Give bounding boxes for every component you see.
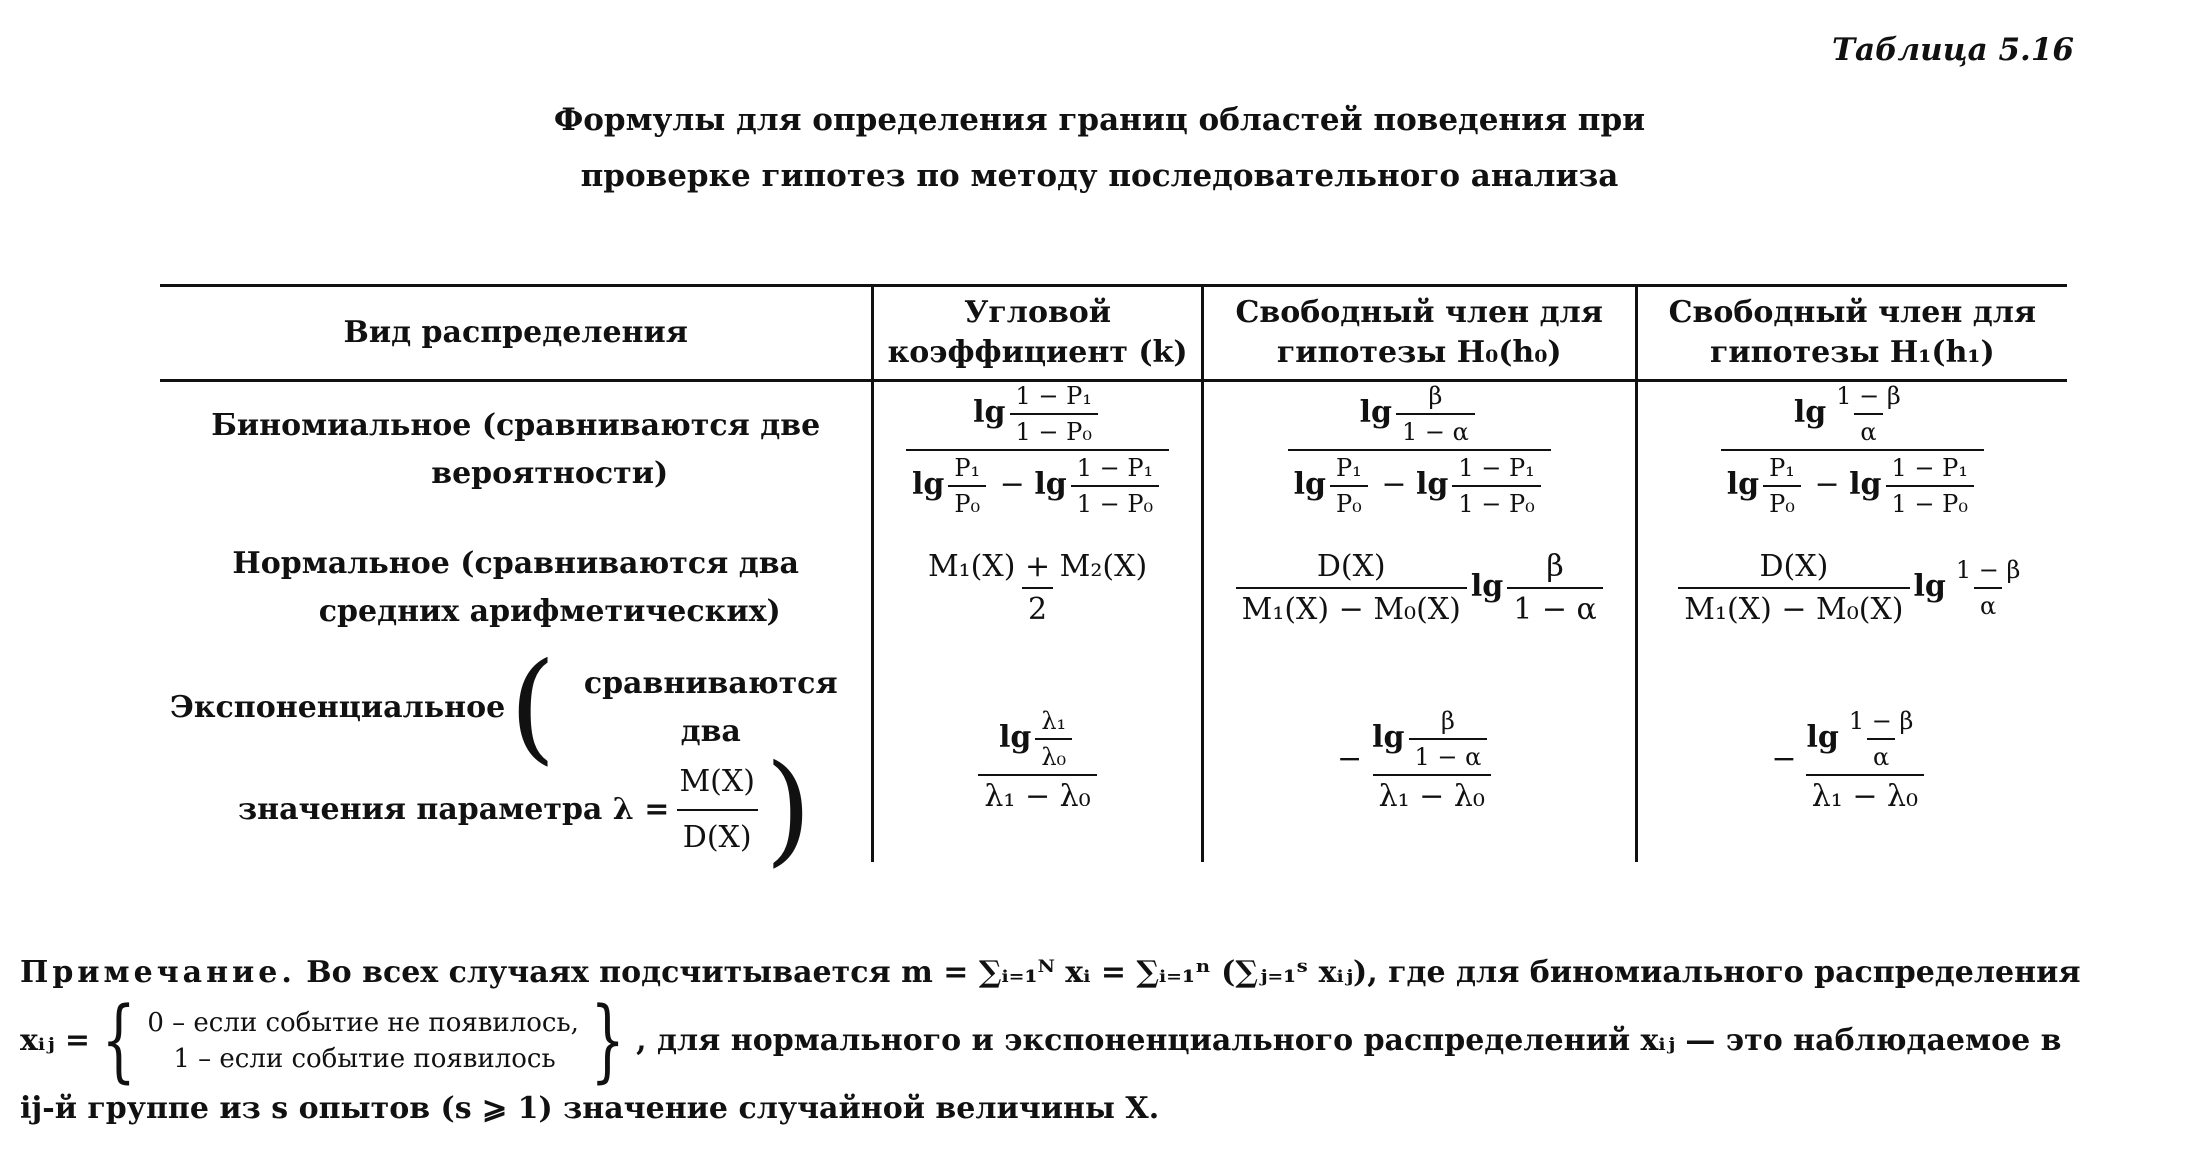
binomial-h1: lg $\frac{1 - \beta}{\alpha}$ lg $\frac{\text{P₁}}{\text{P₀}}$ − lg $\frac{\text{1 − P₁}}{\text{1 − P₀}}$: [1636, 381, 2067, 519]
exponential-slope: lg $\frac{\text{λ₁}}{\text{λ₀}}$ λ₁ − λ₀: [873, 658, 1202, 862]
header-h0-intercept: Свободный член для гипотезы H₀(h₀): [1202, 286, 1636, 381]
note-line-3: ij-й группе из s опытов (s ⩾ 1) значение случайной величины X.: [20, 1091, 1160, 1126]
table-title: [0, 92, 2199, 204]
header-slope: Угловой коэффициент (k): [873, 286, 1202, 381]
title-line-2: проверке гипотез по методу последовательного анализа: [580, 158, 1619, 194]
exponential-h0: − lg $\frac{\beta}{1 - \alpha}$ λ₁ − λ₀: [1202, 658, 1636, 862]
binomial-h0: lg $\frac{\beta}{1 - \alpha}$ lg $\frac{\text{P₁}}{\text{P₀}}$ − lg $\frac{\text{1 − P₁}}{\text{1 − P₀}}$: [1202, 381, 1636, 519]
row-normal-label: Нормальное (сравниваются два средних арифметических): [232, 546, 799, 629]
table-row: [160, 658, 2067, 862]
table-row: [160, 518, 2067, 658]
normal-h0: $\frac{D(X)}{\text{M₁(X) − M₀(X)}}$ lg $\frac{\beta}{1 - \alpha}$: [1202, 518, 1636, 658]
exponential-h1: − lg $\frac{1 - \beta}{\alpha}$ λ₁ − λ₀: [1636, 658, 2067, 862]
note-cases: 0 – если событие не появилось, 1 – если событие появилось: [147, 1008, 579, 1074]
table-row: [160, 381, 2067, 519]
title-line-1: Формулы для определения границ областей поведения при: [553, 102, 1646, 138]
note-line-1: [20, 945, 2180, 1001]
note-label: Примечание.: [20, 955, 296, 990]
binomial-slope: lg $\frac{\text{1 − P₁}}{\text{1 − P₀}}$ lg $\frac{\text{P₁}}{\text{P₀}}$ − lg $\frac{\text{1 − P₁}}{\text{1 − P₀}}$: [873, 381, 1202, 519]
table-header-row: [160, 286, 2067, 381]
normal-slope: $\frac{\text{M₁(X) + M₂(X)}}{2}$: [873, 518, 1202, 658]
table-note: [20, 945, 2180, 1137]
header-h1-intercept: Свободный член для гипотезы H₁(h₁): [1636, 286, 2067, 381]
row-exponential-label: Экспоненциальное ( сравниваются два значения параметра λ = $\frac{M(X)}{D(X)}$ ): [170, 638, 838, 879]
table-caption: Таблица 5.16: [1831, 32, 2074, 68]
formula-table: [160, 284, 2067, 879]
row-binomial-label: Биномиальное (сравниваются две вероятности): [211, 408, 821, 491]
note-line-2: xᵢⱼ = { 0 – если событие не появилось, 1 – если событие появилось } , для нормального и экспоненциального распределений xᵢⱼ — это наблюдаемое в: [20, 988, 2062, 1093]
normal-h1: $\frac{D(X)}{\text{M₁(X) − M₀(X)}}$ lg $\frac{1 - \beta}{\alpha}$: [1636, 518, 2067, 658]
note-text-2: , для нормального и экспоненциального распределений xᵢⱼ — это наблюдаемое в: [636, 1023, 2062, 1058]
header-distribution: Вид распределения: [160, 286, 873, 381]
note-text-1: Во всех случаях подсчитывается m = ∑ᵢ₌₁ᴺ xᵢ = ∑ᵢ₌₁ⁿ (∑ⱼ₌₁ˢ xᵢⱼ), где для биномиального распределения: [306, 955, 2081, 990]
